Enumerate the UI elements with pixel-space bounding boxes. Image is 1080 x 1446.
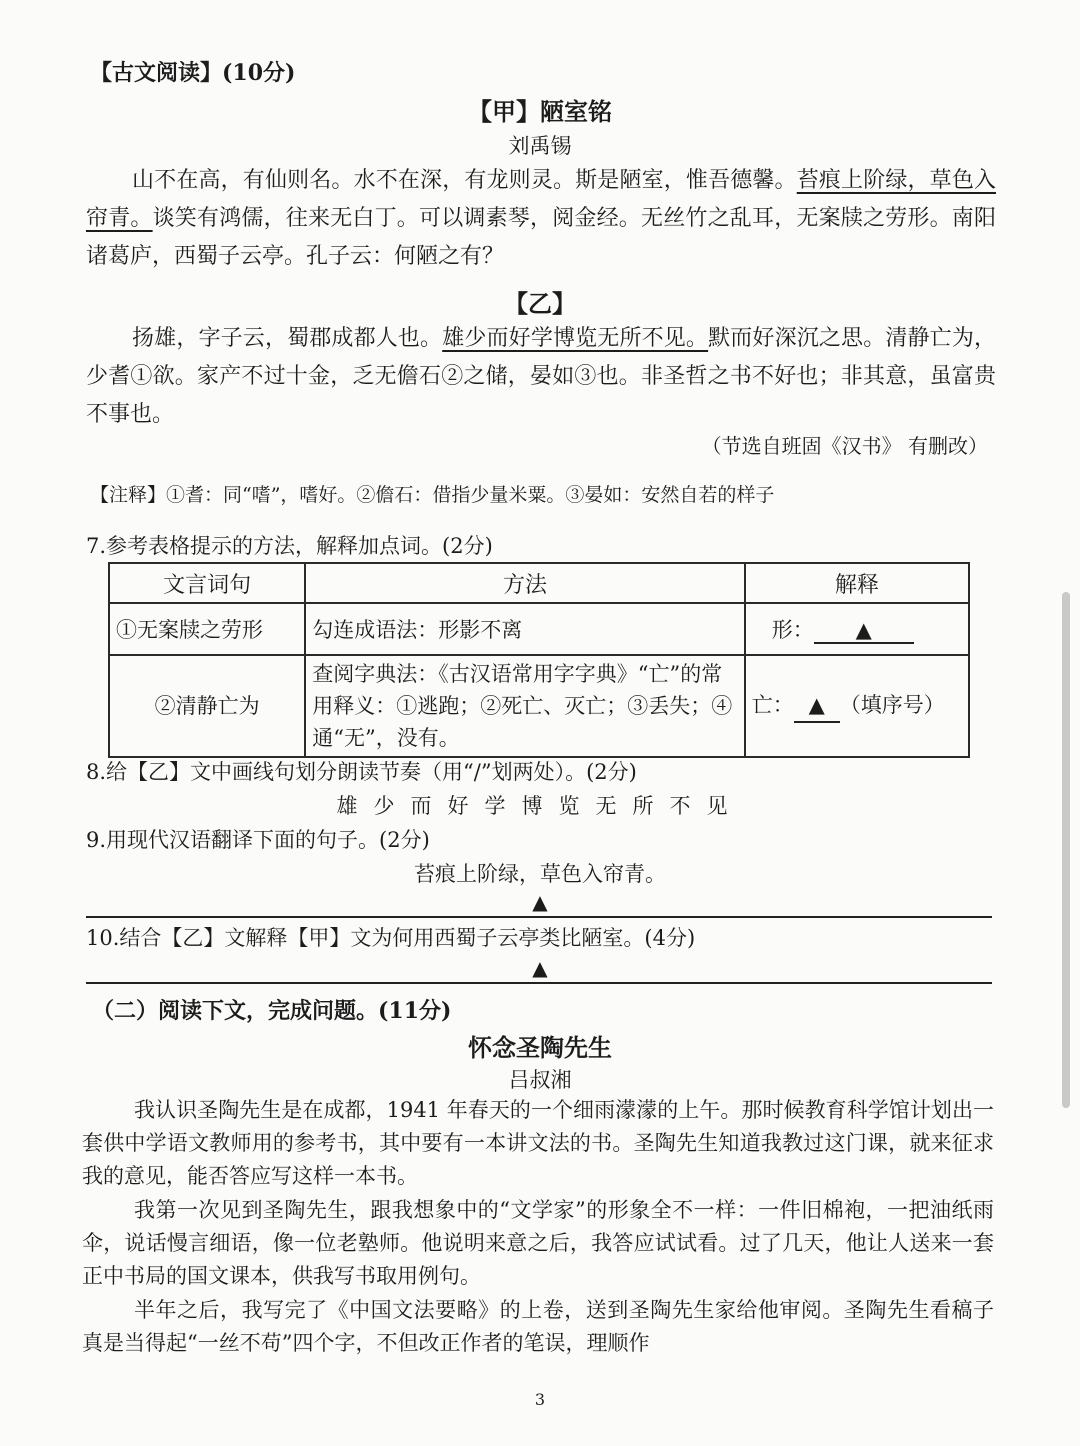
question-9: 9.用现代汉语翻译下面的句子。(2分): [86, 828, 430, 852]
section2-paragraph-3: 半年之后，我写完了《中国文法要略》的上卷，送到圣陶先生家给他审阅。圣陶先生看稿子真是当得起“一丝不苟”四个字，不但改正作者的笔误，理顺作: [82, 1298, 994, 1355]
jia-text-start: 山不在高，有仙则名。水不在深，有龙则灵。斯是陋室，惟吾德馨。: [132, 168, 797, 193]
row2-answer-blank[interactable]: ▲: [794, 689, 840, 723]
page-number: 3: [534, 1390, 546, 1409]
jia-title: 【甲】陋室铭: [468, 97, 612, 126]
section-heading: 【古文阅读】(10分): [90, 60, 296, 86]
row1-answer-label: 形：: [771, 618, 814, 642]
jia-author: 刘禹锡: [508, 134, 572, 158]
row1-method: 勾连成语法：形影不离: [305, 603, 745, 655]
q9-sentence: 苔痕上阶绿，草色入帘青。: [414, 862, 666, 886]
jia-text: [86, 162, 996, 276]
question-7: 7.参考表格提示的方法，解释加点词。(2分): [86, 534, 493, 558]
yi-underlined-sentence: 雄少而好学博览无所不见。: [442, 326, 709, 351]
row2-phrase: ②清静亡为: [109, 655, 305, 757]
section2-paragraph-1: 我认识圣陶先生是在成都，1941 年春天的一个细雨濛濛的上午。那时候教育科学馆计划出一套供中学语文教师用的参考书，其中要有一本讲文法的书。圣陶先生知道我教过这门课，就来征求我的意见，能否答应写这样一本书。: [82, 1098, 994, 1188]
yi-title: 【乙】: [504, 289, 576, 318]
jia-text-rest: 谈笑有鸿儒，往来无白丁。可以调素琴，阅金经。无丝竹之乱耳，无案牍之劳形。南阳诸葛庐，西蜀子云亭。孔子云：何陋之有？: [86, 206, 996, 269]
row2-answer-label: 亡：: [751, 693, 794, 717]
q10-answer-mark: ▲: [532, 956, 548, 980]
section2-paragraph-2: 我第一次见到圣陶先生，跟我想象中的“文学家”的形象全不一样：一件旧棉袍，一把油纸雨伞，说话慢言细语，像一位老塾师。他说明来意之后，我答应试试看。过了几天，他让人送来一套正中书局的国文课本，供我写书取用例句。: [82, 1198, 994, 1288]
q9-answer-line[interactable]: [86, 916, 992, 918]
annotation-note: 【注释】①耆：同“嗜”，嗜好。②儋石：借指少量米粟。③晏如：安然自若的样子: [90, 484, 775, 506]
table-header-phrase: 文言词句: [109, 563, 305, 603]
row1-answer-blank[interactable]: ▲: [814, 618, 914, 644]
question-10: 10.结合【乙】文解释【甲】文为何用西蜀子云亭类比陋室。(4分): [86, 926, 696, 950]
table-row: [109, 655, 969, 757]
q9-answer-mark: ▲: [532, 890, 548, 914]
table-row: [109, 603, 969, 655]
yi-text-rest: 默而好深沉之思。清静亡为，少耆①欲。家产不过十金，乏无儋石②之储，晏如③也。非圣哲之书不好也；非其意，虽富贵不事也。: [86, 326, 996, 427]
q7-table: [108, 562, 970, 758]
row2-answer-suffix: （填序号）: [839, 693, 945, 717]
row1-phrase: ①无案牍之劳形: [109, 603, 305, 655]
row2-answer[interactable]: [745, 655, 969, 757]
yi-source: （节选自班固《汉书》 有删改）: [701, 434, 988, 458]
question-8: 8.给【乙】文中画线句划分朗读节奏（用“/”划两处）。(2分): [86, 760, 637, 784]
row2-method: 查阅字典法：《古汉语常用字字典》“亡”的常用释义：①逃跑；②死亡、灭亡；③丢失；④通“无”，没有。: [305, 655, 745, 757]
table-header-method: 方法: [305, 563, 745, 603]
q8-sentence: 雄少而好学博览无所不见: [336, 794, 744, 818]
q10-answer-line[interactable]: [86, 982, 992, 984]
scrollbar[interactable]: [1062, 592, 1070, 1108]
yi-text: [86, 320, 996, 434]
jia-underlined-sentence: 苔痕上阶绿，草色入帘青。: [86, 168, 996, 231]
section2-title: 怀念圣陶先生: [468, 1033, 612, 1062]
section2-author: 吕叔湘: [508, 1068, 572, 1092]
yi-text-start: 扬雄，字子云，蜀郡成都人也。: [132, 326, 443, 351]
section2-heading: （二）阅读下文，完成问题。(11分): [92, 998, 452, 1024]
table-header-answer: 解释: [745, 563, 969, 603]
row1-answer[interactable]: [745, 603, 969, 655]
